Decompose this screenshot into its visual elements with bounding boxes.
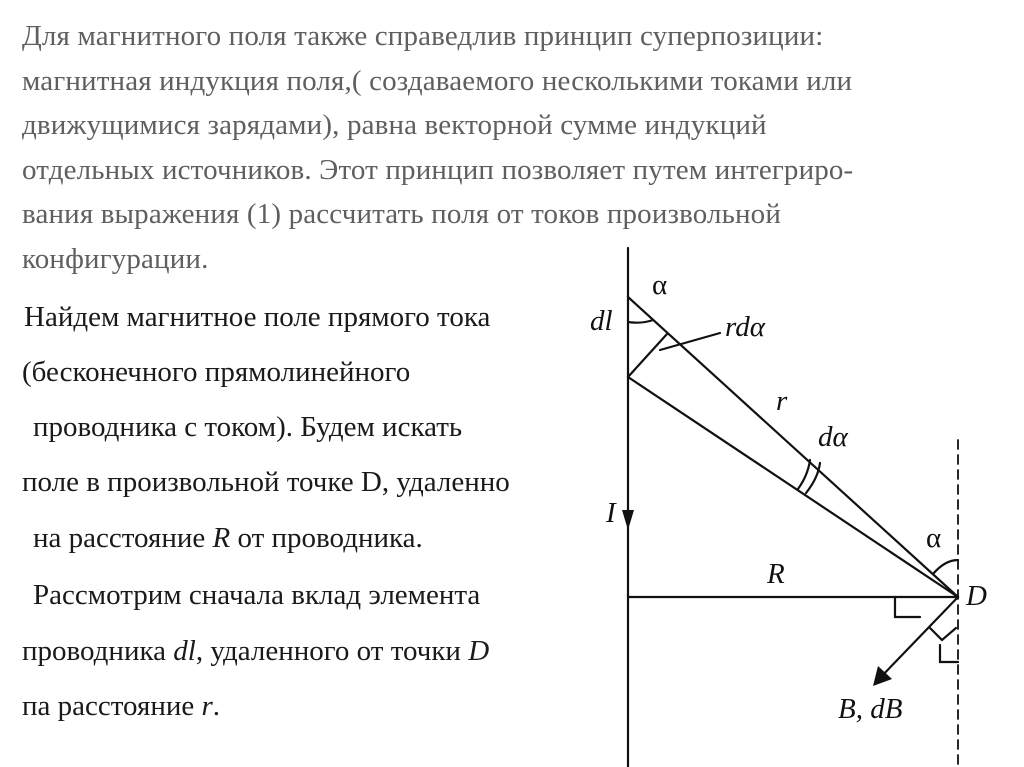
body-line-7-c: , удаленного от точки xyxy=(195,635,469,667)
body-line-4: поле в произвольной точке D, удаленно xyxy=(22,466,510,498)
alpha-top-arc xyxy=(628,320,653,323)
label-r: r xyxy=(776,385,788,417)
intro-line-2: магнитная индукция поля,( создаваемого несколькими токами или xyxy=(22,64,853,97)
intro-line-6: конфигурации. xyxy=(22,242,209,275)
label-point-D: D xyxy=(966,580,987,612)
alpha-right-arc xyxy=(933,560,958,574)
rdalpha-segment xyxy=(628,334,667,377)
r-plus-dr-line xyxy=(628,377,958,597)
body-line-5-a: на расстояние xyxy=(33,522,213,554)
right-angle-marker-3 xyxy=(940,645,958,662)
intro-line-4: отдельных источников. Этот принцип позволяет путем интегриро- xyxy=(22,153,854,186)
body-line-3: проводника с током). Будем искать xyxy=(33,411,463,443)
body-line-8-c: . xyxy=(212,690,221,722)
body-line-7-a: проводника xyxy=(22,635,174,667)
B-vector-line xyxy=(878,597,958,680)
body-line-6: Рассмотрим сначала вклад элемента xyxy=(33,579,481,611)
label-rdalpha: rdα xyxy=(725,311,765,343)
dalpha-arc-1 xyxy=(798,460,810,489)
body-line-8-a: па расстояние xyxy=(22,690,202,722)
right-angle-marker-2 xyxy=(930,628,956,640)
label-dl: dl xyxy=(590,305,613,337)
right-angle-marker-1 xyxy=(895,597,920,617)
body-line-5-c: от проводника. xyxy=(230,522,423,554)
label-alpha-right: α xyxy=(926,522,942,554)
body-line-5-R: R xyxy=(212,522,231,554)
body-line-8-r: r xyxy=(201,690,213,722)
body-line-2: (бесконечного прямолинейного xyxy=(22,356,411,388)
label-current: I xyxy=(606,497,616,529)
body-line-7-dl: dl xyxy=(173,635,196,667)
label-alpha-top: α xyxy=(652,269,668,301)
body-line-1: Найдем магнитное поле прямого тока xyxy=(24,301,491,333)
label-dalpha: dα xyxy=(818,421,848,453)
label-R: R xyxy=(767,558,785,590)
current-arrow-icon xyxy=(622,510,634,530)
intro-line-1: Для магнитного поля также справедлив принцип суперпозиции: xyxy=(22,20,824,52)
body-line-7-D: D xyxy=(468,635,490,667)
label-B-dB: B, dB xyxy=(838,693,903,725)
r-line xyxy=(628,297,958,597)
intro-line-5: вания выражения (1) рассчитать поля от токов произвольной xyxy=(22,198,781,230)
intro-line-3: движущимися зарядами), равна векторной сумме индукций xyxy=(22,109,767,141)
